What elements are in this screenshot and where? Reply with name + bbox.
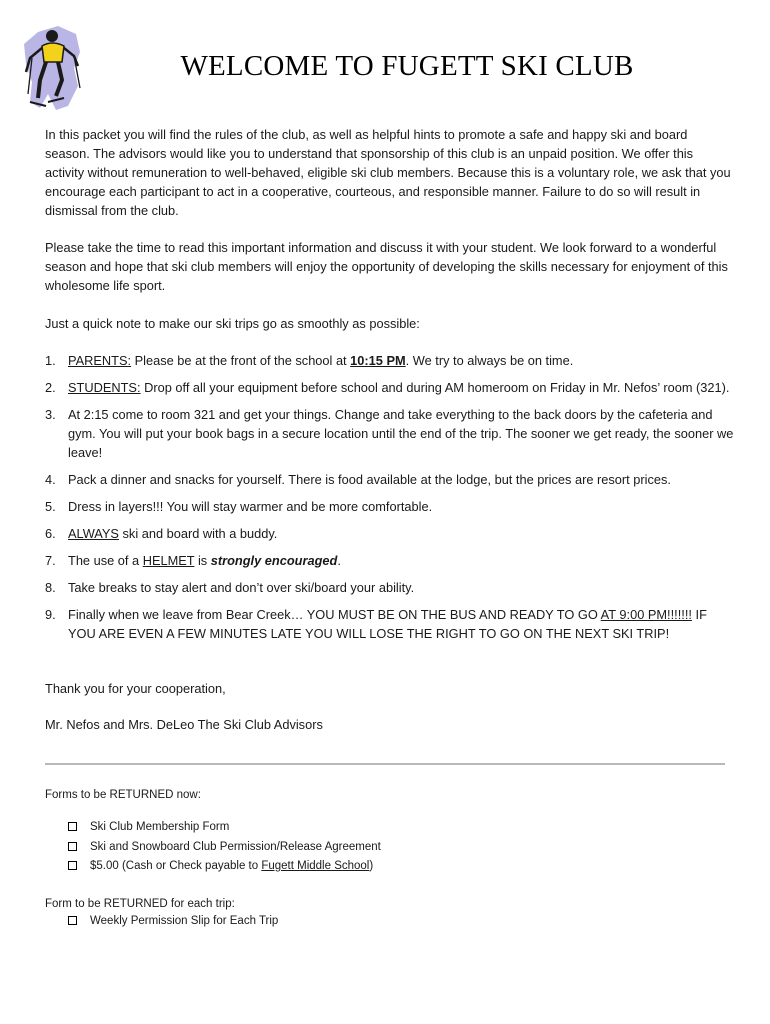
- list-item: [45, 524, 735, 543]
- list-item: [45, 605, 735, 643]
- item-text: .: [337, 553, 341, 568]
- item-text: Take breaks to stay alert and don’t over ski/board your ability.: [68, 580, 415, 595]
- forms-now-heading: Forms to be RETURNED now:: [45, 789, 201, 801]
- checklist-text: ): [369, 860, 374, 872]
- signature-line: Mr. Nefos and Mrs. DeLeo The Ski Club Advisors: [45, 717, 323, 732]
- list-item: [45, 470, 735, 489]
- checklist-text: $5.00 (Cash or Check payable to: [90, 860, 262, 872]
- forms-trip-heading: Form to be RETURNED for each trip:: [45, 898, 235, 910]
- checklist-text: Ski and Snowboard Club Permission/Release Agreement: [90, 840, 381, 853]
- item-text: ski and board with a buddy.: [118, 526, 278, 541]
- item-number: 5.: [45, 499, 56, 514]
- checklist-item: [68, 818, 381, 838]
- checkbox-icon[interactable]: [68, 822, 77, 831]
- list-item: [45, 378, 735, 397]
- item-text: Pack a dinner and snacks for yourself. There is food available at the lodge, but the prices are resort prices.: [68, 472, 671, 487]
- item-number: 1.: [45, 353, 56, 368]
- list-item: [45, 497, 735, 516]
- page-title: WELCOME TO FUGETT SKI CLUB: [180, 50, 634, 82]
- item-number: 9.: [45, 607, 56, 622]
- item-text: IF YOU ARE EVEN A FEW MINUTES LATE YOU WILL LOSE THE RIGHT TO GO ON THE NEXT SKI TRIP!: [68, 607, 707, 641]
- item-number: 7.: [45, 553, 56, 568]
- item-label: STUDENTS:: [68, 380, 141, 395]
- helmet-word: HELMET: [142, 553, 195, 568]
- checklist-item: [68, 912, 278, 932]
- read-paragraph: Please take the time to read this important information and discuss it with your student. We look forward to a wonderful season and hope that ski club members will enjoy the opportunity of developing the skills necessary for enjoyment of this wholesome life sport.: [45, 240, 728, 293]
- section-divider: [45, 763, 725, 765]
- item-text: Finally when we leave from Bear Creek… YOU MUST BE ON THE BUS AND READY TO GO: [68, 607, 601, 622]
- forms-trip-list: [68, 912, 278, 932]
- item-text: At 2:15 come to room 321 and get your things. Change and take everything to the back doors by the cafeteria and gym. You will put your book bags in a secure location until the end of the trip. The sooner we get ready, the sooner we leave!: [68, 407, 734, 460]
- list-item: [45, 578, 735, 597]
- list-item: [45, 351, 735, 370]
- item-label: ALWAYS: [68, 526, 119, 541]
- checklist-text: Weekly Permission Slip for Each Trip: [90, 915, 279, 927]
- item-text: . We try to always be on time.: [405, 353, 574, 368]
- item-text: The use of a: [68, 553, 143, 568]
- emphasis-text: strongly encouraged: [210, 553, 338, 568]
- item-text: Drop off all your equipment before school and during AM homeroom on Friday in Mr. Nefos’ room (321).: [140, 380, 730, 395]
- item-number: 4.: [45, 472, 56, 487]
- item-label: PARENTS:: [68, 353, 132, 368]
- skier-clipart-icon: [18, 22, 86, 114]
- rules-list: [45, 351, 735, 651]
- quick-note-paragraph: Just a quick note to make our ski trips go as smoothly as possible:: [45, 316, 420, 331]
- forms-now-list: [68, 818, 381, 877]
- list-item: [45, 405, 735, 462]
- payee-name: Fugett Middle School: [261, 860, 370, 872]
- checkbox-icon[interactable]: [68, 916, 77, 925]
- checklist-text: Ski Club Membership Form: [90, 821, 230, 833]
- item-number: 8.: [45, 580, 56, 595]
- item-text: Please be at the front of the school at: [131, 353, 351, 368]
- pickup-time: 10:15 PM: [350, 353, 406, 368]
- item-number: 6.: [45, 526, 56, 541]
- item-number: 2.: [45, 380, 56, 395]
- item-text: is: [194, 553, 211, 568]
- checklist-item: [68, 838, 381, 858]
- checklist-item: [68, 857, 381, 877]
- checkbox-icon[interactable]: [68, 861, 77, 870]
- checkbox-icon[interactable]: [68, 842, 77, 851]
- thanks-line: Thank you for your cooperation,: [45, 681, 226, 696]
- item-number: 3.: [45, 407, 56, 422]
- intro-paragraph: In this packet you will find the rules of the club, as well as helpful hints to promote a safe and happy ski and board season. The advisors would like you to understand that sponsorship of this club is an unpaid position. We offer this activity without remuneration to well-behaved, eligible ski club members. Because this is a voluntary role, we ask that you encourage each participant to act in a cooperative, courteous, and responsible manner. Failure to do so will result in dismissal from the club.: [45, 127, 731, 218]
- list-item: [45, 551, 735, 570]
- deadline-text: AT 9:00 PM!!!!!!!: [600, 607, 692, 622]
- item-text: Dress in layers!!! You will stay warmer and be more comfortable.: [68, 499, 433, 514]
